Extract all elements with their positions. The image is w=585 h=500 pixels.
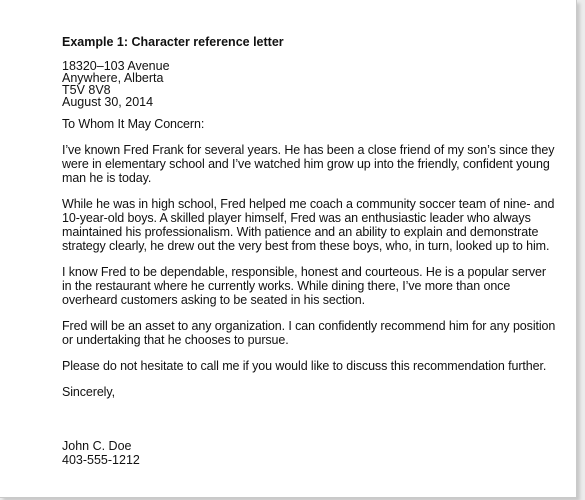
body-paragraph-1: I’ve known Fred Frank for several years. He has been a close friend of my son’s since they were in elementary school and I’ve watched him grow up into the friendly, confident young man he is today. [62, 143, 555, 185]
address-street: 18320–103 Avenue [62, 59, 170, 73]
letter-date: August 30, 2014 [62, 95, 154, 109]
sender-address [62, 60, 556, 108]
body-paragraph-3: I know Fred to be dependable, responsible, honest and courteous. He is a popular server in the restaurant where he currently works. While dining there, I’ve more than once overheard customers asking to be seated in his section. [62, 265, 546, 307]
signature-phone: 403-555-1212 [62, 453, 140, 467]
address-city: Anywhere, Alberta [62, 71, 164, 85]
signature-block [62, 439, 556, 467]
closing: Sincerely, [62, 385, 115, 399]
signature-name: John C. Doe [62, 439, 132, 453]
address-postal-code: T5V 8V8 [62, 83, 111, 97]
salutation: To Whom It May Concern: [62, 117, 205, 131]
body-paragraph-5: Please do not hesitate to call me if you would like to discuss this recommendation further. [62, 359, 547, 373]
letter-title: Example 1: Character reference letter [62, 35, 284, 49]
body-paragraph-4: Fred will be an asset to any organization. I can confidently recommend him for any position or undertaking that he chooses to pursue. [62, 319, 556, 347]
body-paragraph-2: While he was in high school, Fred helped me coach a community soccer team of nine- and 10-year-old boys. A skilled player himself, Fred was an enthusiastic leader who always maintained his professionalism. With patience and an ability to explain and demonstrate strategy clearly, he drew out the very best from these boys, who, in turn, looked up to him. [62, 197, 555, 253]
